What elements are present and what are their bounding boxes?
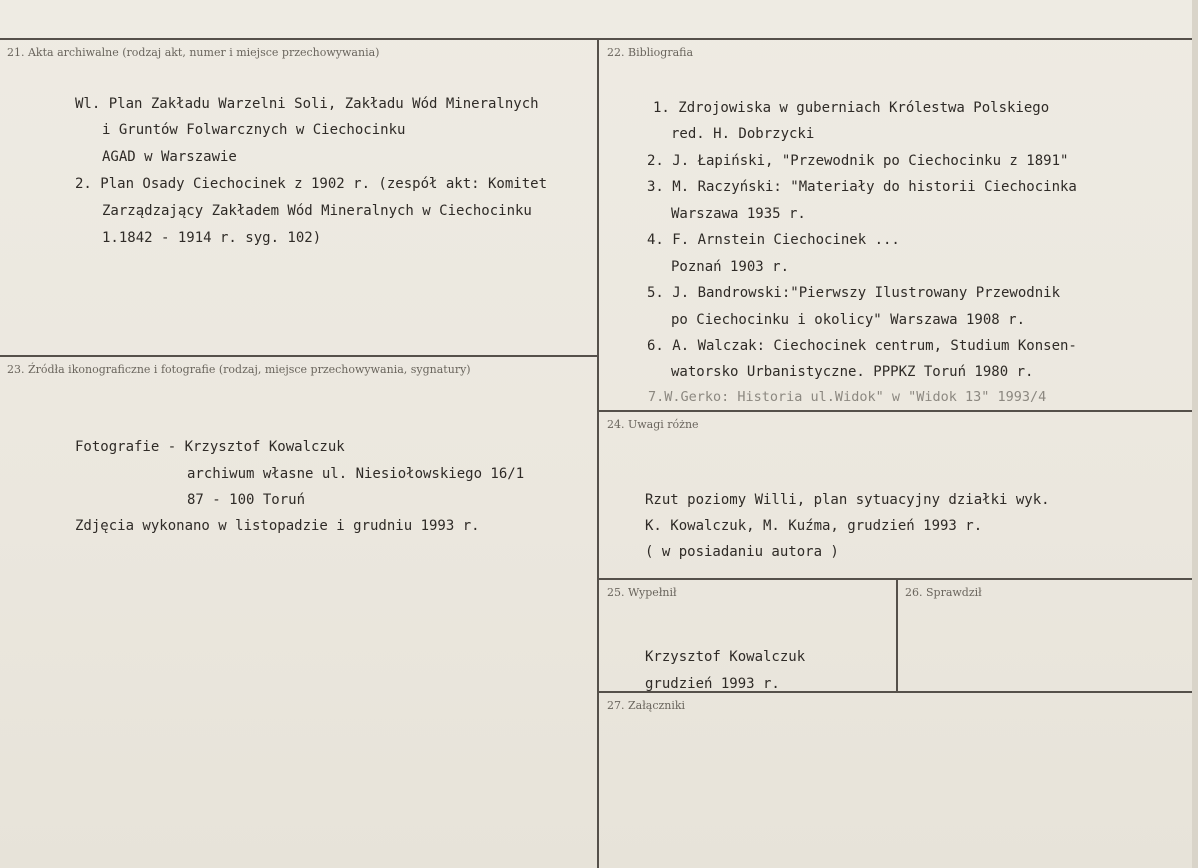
rule-24 <box>597 410 1192 412</box>
s24-line-1: Rzut poziomy Willi, plan sytuacyjny działki wyk. <box>645 492 1050 508</box>
s23-line-2: archiwum własne ul. Niesiołowskiego 16/1 <box>187 466 525 482</box>
s25-line-2: grudzień 1993 r. <box>645 676 780 692</box>
s21-line-4: 2. Plan Osady Ciechocinek z 1902 r. (zespół akt: Komitet <box>75 176 548 192</box>
rule-23 <box>0 355 597 357</box>
s22-line-12: 7.W.Gerko: Historia ul.Widok" w "Widok 13" 1993/4 <box>648 389 1047 405</box>
s21-line-1: Wl. Plan Zakładu Warzelni Soli, Zakładu Wód Mineralnych <box>75 96 539 112</box>
s22-line-11: watorsko Urbanistyczne. PPPKZ Toruń 1980 r. <box>671 364 1034 380</box>
section-26-header: 26. Sprawdził <box>905 586 982 599</box>
rule-25 <box>597 578 1192 580</box>
top-rule <box>0 38 1192 40</box>
s22-line-9: po Ciechocinku i okolicy" Warszawa 1908 r. <box>671 312 1026 328</box>
s22-line-7: Poznań 1903 r. <box>671 259 790 275</box>
s22-line-6: 4. F. Arnstein Ciechocinek ... <box>647 232 900 248</box>
section-23-header: 23. Źródła ikonograficzne i fotografie (rodzaj, miejsce przechowywania, sygnatury) <box>7 363 471 376</box>
section-27-header: 27. Załączniki <box>607 699 686 712</box>
s22-line-2: red. H. Dobrzycki <box>671 126 815 142</box>
section-25-header: 25. Wypełnił <box>607 586 677 599</box>
s22-line-8: 5. J. Bandrowski:"Pierwszy Ilustrowany Przewodnik <box>647 285 1061 301</box>
s25-line-1: Krzysztof Kowalczuk <box>645 649 806 665</box>
s21-line-2: i Gruntów Folwarcznych w Ciechocinku <box>102 122 406 138</box>
s23-line-4: Zdjęcia wykonano w listopadzie i grudniu 1993 r. <box>75 518 480 534</box>
divider-25-26 <box>896 578 898 691</box>
s22-line-4: 3. M. Raczyński: "Materiały do historii Ciechocinka <box>647 179 1077 195</box>
center-divider <box>597 38 599 868</box>
s22-line-10: 6. A. Walczak: Ciechocinek centrum, Studium Konsen- <box>647 338 1077 354</box>
section-22-header: 22. Bibliografia <box>607 46 694 59</box>
s22-line-3: 2. J. Łapiński, "Przewodnik po Ciechocinku z 1891" <box>647 153 1069 169</box>
card-edge <box>1192 0 1198 868</box>
s21-line-6: 1.1842 - 1914 r. syg. 102) <box>102 230 322 246</box>
s24-line-3: ( w posiadaniu autora ) <box>645 544 839 560</box>
section-24-header: 24. Uwagi różne <box>607 418 699 431</box>
section-21-header: 21. Akta archiwalne (rodzaj akt, numer i miejsce przechowywania) <box>7 46 380 59</box>
s24-line-2: K. Kowalczuk, M. Kuźma, grudzień 1993 r. <box>645 518 983 534</box>
s21-line-5: Zarządzający Zakładem Wód Mineralnych w Ciechocinku <box>102 203 532 219</box>
s22-line-5: Warszawa 1935 r. <box>671 206 806 222</box>
s22-line-1: 1. Zdrojowiska w guberniach Królestwa Polskiego <box>653 100 1050 116</box>
s23-line-1: Fotografie - Krzysztof Kowalczuk <box>75 439 345 455</box>
s23-line-3: 87 - 100 Toruń <box>187 492 306 508</box>
s21-line-3: AGAD w Warszawie <box>102 149 237 165</box>
